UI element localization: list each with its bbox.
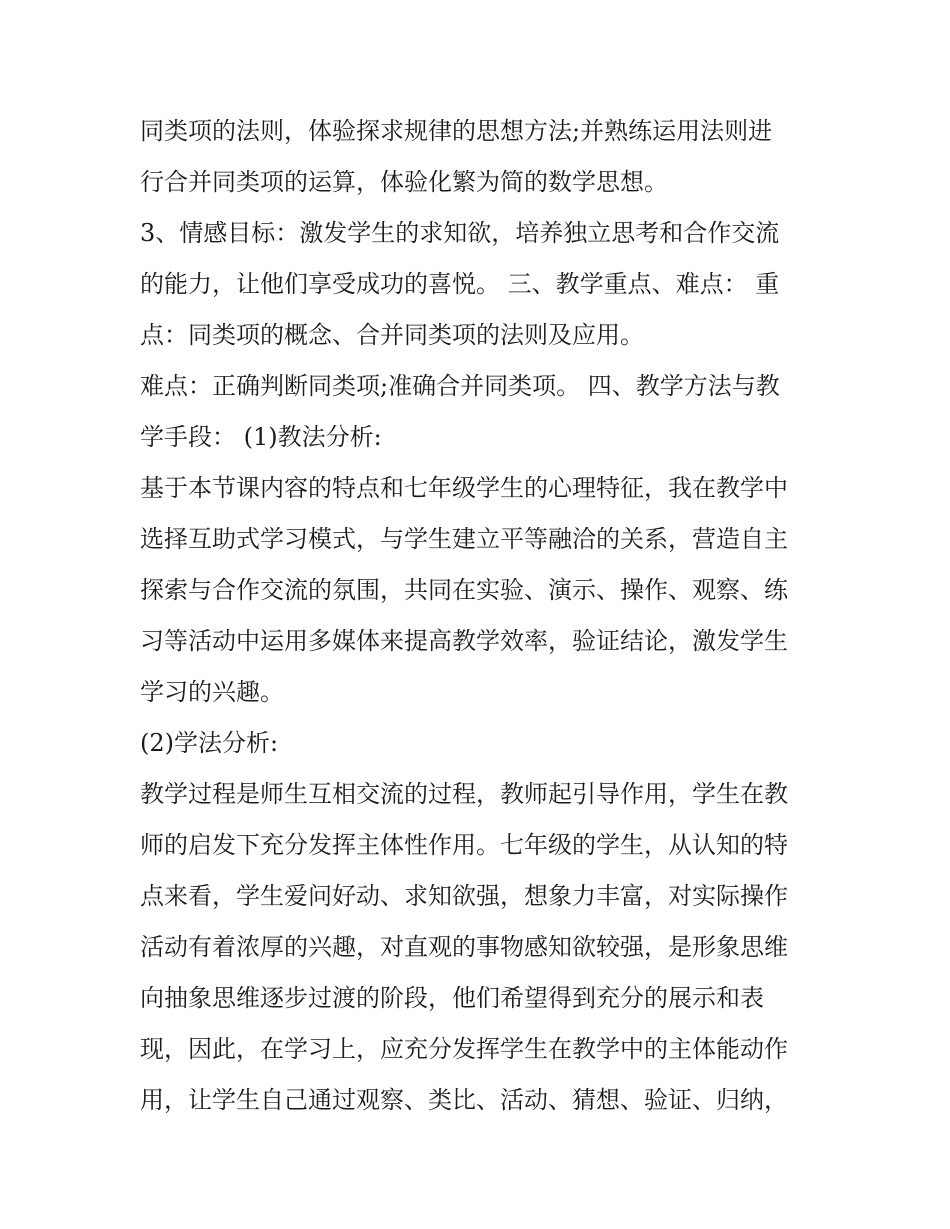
text-line-17: 活动有着浓厚的兴趣，对直观的事物感知欲较强，是形象思维 [140,933,788,961]
text-line-16: 点来看，学生爱问好动、求知欲强，想象力丰富，对实际操作 [140,882,788,910]
text-line-14: 教学过程是师生互相交流的过程，教师起引导作用，学生在教 [140,780,788,808]
text-line-19: 现，因此，在学习上，应充分发挥学生在教学中的主体能动作 [140,1035,788,1063]
text-line-15: 师的启发下充分发挥主体性作用。七年级的学生，从认知的特 [140,831,788,859]
text-line-11: 习等活动中运用多媒体来提高教学效率，验证结论，激发学生 [140,627,788,655]
text-line-5: 点：同类项的概念、合并同类项的法则及应用。 [140,321,644,349]
text-line-10: 探索与合作交流的氛围，共同在实验、演示、操作、观察、练 [140,576,788,604]
text-line-12: 学习的兴趣。 [140,678,284,706]
text-line-1: 同类项的法则，体验探求规律的思想方法;并熟练运用法则进 [140,117,773,145]
text-line-7: 学手段： (1)教法分析: [140,423,382,451]
text-line-9: 选择互助式学习模式，与学生建立平等融洽的关系，营造自主 [140,525,788,553]
text-line-18: 向抽象思维逐步过渡的阶段，他们希望得到充分的展示和表 [140,984,764,1012]
text-line-4: 的能力，让他们享受成功的喜悦。 三、教学重点、难点： 重 [140,270,780,298]
text-line-13: (2)学法分析: [140,729,279,757]
document-body [140,106,820,1126]
text-line-3: 3、情感目标：激发学生的求知欲，培养独立思考和合作交流 [140,219,780,247]
text-line-6: 难点：正确判断同类项;准确合并同类项。 四、教学方法与教 [140,372,780,400]
text-line-8: 基于本节课内容的特点和七年级学生的心理特征，我在教学中 [140,474,788,502]
text-line-20: 用，让学生自己通过观察、类比、活动、猜想、验证、归纳， [140,1086,788,1114]
text-line-2: 行合并同类项的运算，体验化繁为简的数学思想。 [140,168,668,196]
